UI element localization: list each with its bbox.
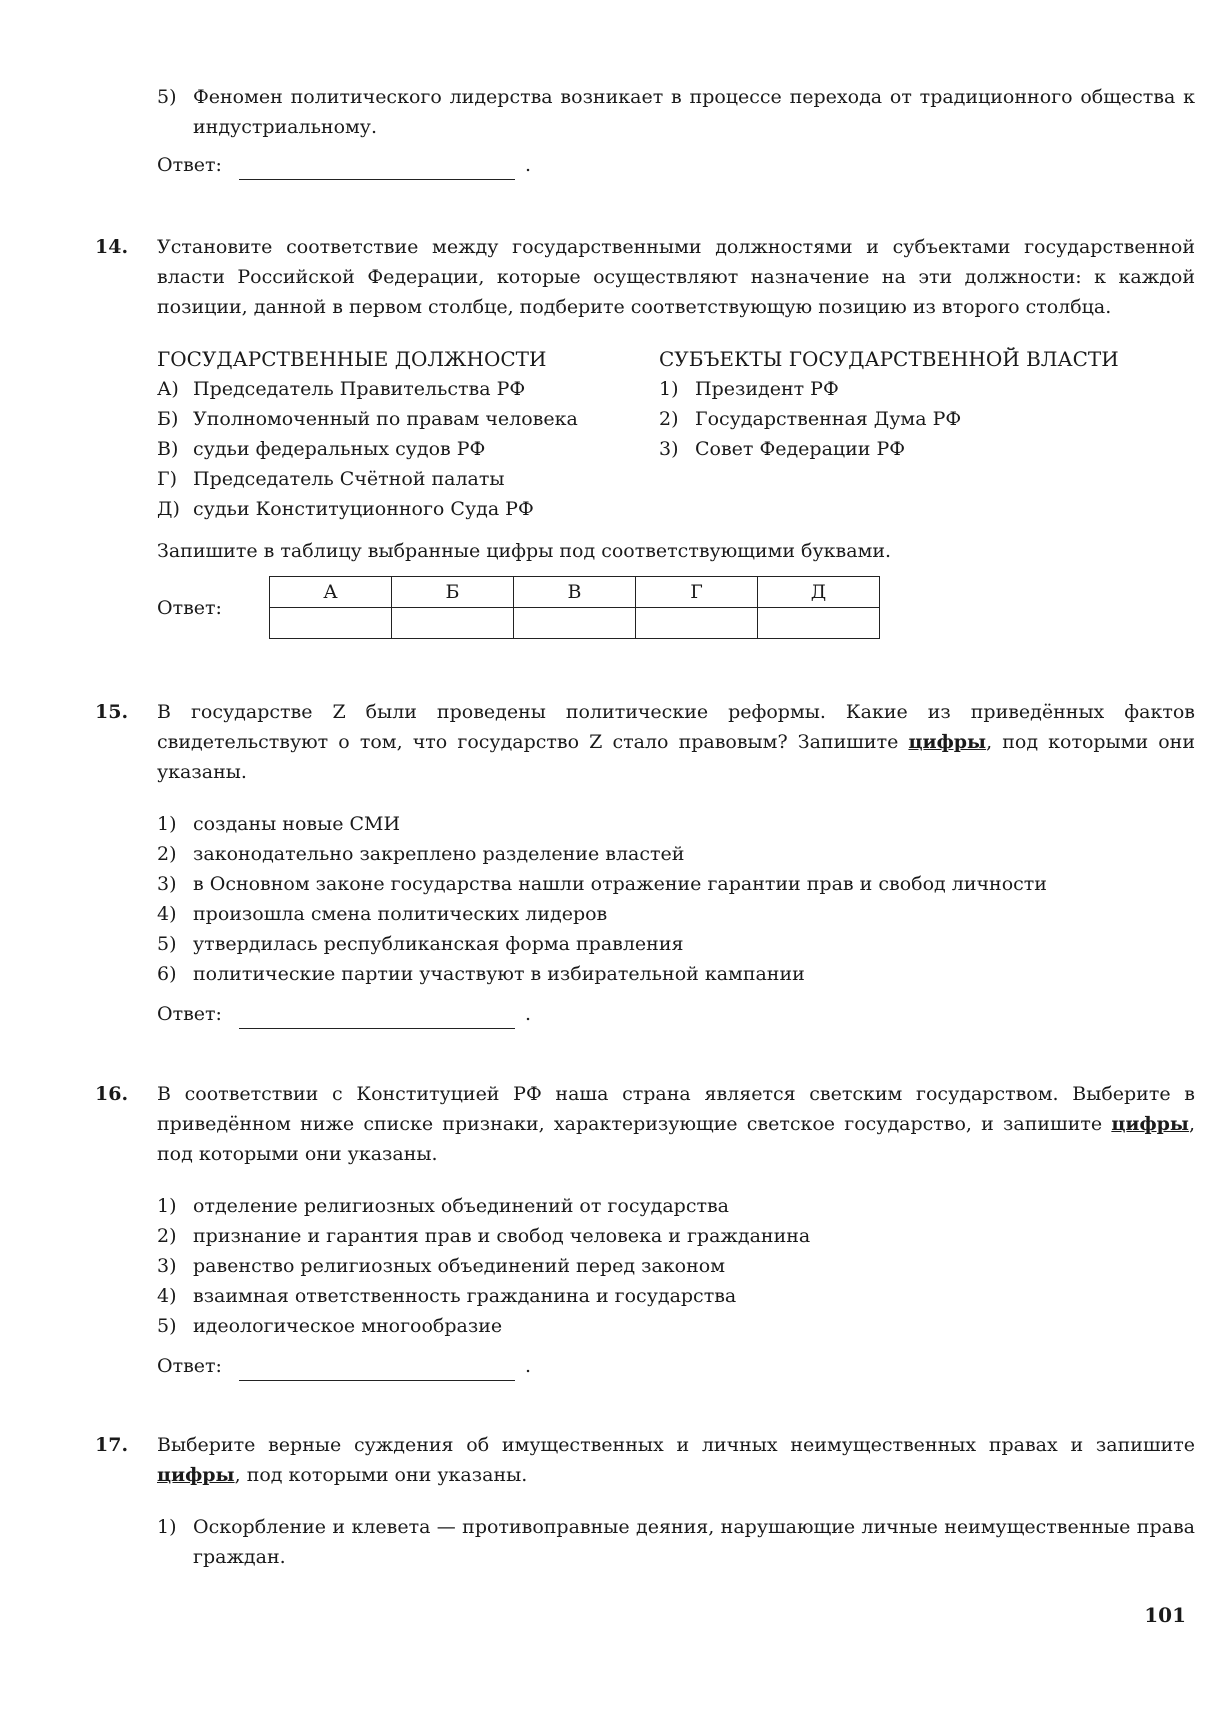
list-item xyxy=(659,434,1195,464)
item-number: 5) xyxy=(157,86,177,108)
question-17 xyxy=(95,1430,1195,1572)
answer-label: Ответ: xyxy=(157,1355,222,1377)
item-text: Уполномоченный по правам человека xyxy=(193,408,578,430)
item-number: 3) xyxy=(157,873,177,895)
list-item xyxy=(157,809,1195,839)
item-text: взаимная ответственность гражданина и государства xyxy=(193,1285,737,1307)
item-text: законодательно закреплено разделение властей xyxy=(193,843,685,865)
list-item xyxy=(157,464,659,494)
list-item xyxy=(157,1311,1195,1341)
item-number: 2) xyxy=(157,843,177,865)
question-14 xyxy=(95,232,1195,639)
list-item xyxy=(157,839,1195,869)
item-text: равенство религиозных объединений перед законом xyxy=(193,1255,725,1277)
item-text: Совет Федерации РФ xyxy=(695,438,906,460)
positions-column xyxy=(157,344,659,524)
question-prompt: Установите соответствие между государственными должностями и субъектами государственной власти Российской Федерации, которые осуществляют назначение на эти должности: к каждой позиции, данной в первом столбце, подберите соответствующую позицию из второго столбца. xyxy=(157,236,1195,318)
answer-label: Ответ: xyxy=(157,596,222,619)
item-number: 4) xyxy=(157,1285,177,1307)
item-text: Председатель Правительства РФ xyxy=(193,378,526,400)
item-text: идеологическое многообразие xyxy=(193,1315,503,1337)
list-item xyxy=(157,374,659,404)
item-number: Г) xyxy=(157,468,177,490)
item-number: Б) xyxy=(157,408,179,430)
item-number: 5) xyxy=(157,933,177,955)
options-list xyxy=(157,1191,1195,1341)
subjects-column xyxy=(659,344,1195,524)
list-item xyxy=(157,404,659,434)
options-list xyxy=(157,809,1195,989)
page-number: 101 xyxy=(1144,1603,1186,1627)
item-number: Д) xyxy=(157,498,180,520)
item-number: 1) xyxy=(157,1195,177,1217)
column-title: СУБЪЕКТЫ ГОСУДАРСТВЕННОЙ ВЛАСТИ xyxy=(659,347,1119,371)
answer-label: Ответ: xyxy=(157,1003,222,1025)
column-title: ГОСУДАРСТВЕННЫЕ ДОЛЖНОСТИ xyxy=(157,347,547,371)
item-number: 1) xyxy=(659,378,679,400)
item-text: Председатель Счётной палаты xyxy=(193,468,505,490)
item-number: 1) xyxy=(157,1516,177,1538)
question-13-tail xyxy=(95,82,1195,180)
item-number: 2) xyxy=(659,408,679,430)
item-number: 3) xyxy=(659,438,679,460)
item-number: А) xyxy=(157,378,179,400)
answer-cell[interactable] xyxy=(758,608,880,639)
item-number: 1) xyxy=(157,813,177,835)
list-item xyxy=(157,1221,1195,1251)
item-text: Оскорбление и клевета — противоправные деяния, нарушающие личные неимущественные права граждан. xyxy=(193,1516,1195,1568)
question-number: 17. xyxy=(95,1434,129,1456)
list-item xyxy=(157,1251,1195,1281)
item-text: признание и гарантия прав и свобод человека и гражданина xyxy=(193,1225,811,1247)
list-item xyxy=(157,869,1195,899)
item-number: 4) xyxy=(157,903,177,925)
question-number: 14. xyxy=(95,236,129,258)
answer-cell[interactable] xyxy=(270,608,392,639)
answer-field: Ответ: . xyxy=(157,1351,1195,1381)
item-number: 2) xyxy=(157,1225,177,1247)
list-item xyxy=(659,404,1195,434)
answer-table-row xyxy=(157,576,1195,639)
question-16 xyxy=(95,1079,1195,1381)
item-text: в Основном законе государства нашли отражение гарантии прав и свобод личности xyxy=(193,873,1047,895)
answer-cell[interactable] xyxy=(514,608,636,639)
list-item xyxy=(157,1512,1195,1572)
answer-table xyxy=(269,576,880,639)
item-text: Президент РФ xyxy=(695,378,839,400)
item-text: Государственная Дума РФ xyxy=(695,408,962,430)
question-15 xyxy=(95,697,1195,1029)
list-item xyxy=(659,374,1195,404)
item-number: В) xyxy=(157,438,179,460)
list-item xyxy=(157,434,659,464)
question-number: 15. xyxy=(95,701,129,723)
list-item xyxy=(157,959,1195,989)
question-prompt: Выберите верные суждения об имущественных и личных неимущественных правах и запишите цифры, под которыми они указаны. xyxy=(157,1434,1195,1486)
table-header-cell: Б xyxy=(392,577,514,608)
table-instruction: Запишите в таблицу выбранные цифры под соответствующими буквами. xyxy=(157,540,892,562)
answer-line[interactable] xyxy=(239,158,515,180)
item-number: 3) xyxy=(157,1255,177,1277)
question-number: 16. xyxy=(95,1083,129,1105)
item-text: отделение религиозных объединений от государства xyxy=(193,1195,729,1217)
table-header-cell: А xyxy=(270,577,392,608)
item-text: созданы новые СМИ xyxy=(193,813,401,835)
answer-cell[interactable] xyxy=(636,608,758,639)
list-item xyxy=(157,494,659,524)
answer-label: Ответ: xyxy=(157,154,222,176)
answer-line[interactable] xyxy=(239,1359,515,1381)
answer-field: Ответ: . xyxy=(157,999,1195,1029)
list-item xyxy=(157,1281,1195,1311)
answer-field: Ответ: . xyxy=(157,150,1195,180)
list-item xyxy=(157,82,1195,142)
table-header-cell: В xyxy=(514,577,636,608)
item-text: произошла смена политических лидеров xyxy=(193,903,608,925)
item-text: утвердилась республиканская форма правления xyxy=(193,933,684,955)
list-item xyxy=(157,1191,1195,1221)
question-prompt: В государстве Z были проведены политические реформы. Какие из приведённых фактов свидетельствуют о том, что государство Z стало правовым? Запишите цифры, под которыми они указаны. xyxy=(157,701,1195,783)
table-header-cell: Г xyxy=(636,577,758,608)
item-number: 6) xyxy=(157,963,177,985)
options-list xyxy=(157,1512,1195,1572)
item-text: судьи Конституционного Суда РФ xyxy=(193,498,534,520)
table-header-cell: Д xyxy=(758,577,880,608)
item-text: политические партии участвуют в избирательной кампании xyxy=(193,963,805,985)
matching-columns xyxy=(157,344,1195,524)
answer-line[interactable] xyxy=(239,1007,515,1029)
answer-cell[interactable] xyxy=(392,608,514,639)
item-text: судьи федеральных судов РФ xyxy=(193,438,486,460)
list-item xyxy=(157,899,1195,929)
item-text: Феномен политического лидерства возникает в процессе перехода от традиционного общества к индустриальному. xyxy=(193,86,1195,138)
item-number: 5) xyxy=(157,1315,177,1337)
question-prompt: В соответствии с Конституцией РФ наша страна является светским государством. Выберите в приведённом ниже списке признаки, характеризующие светское государство, и запишите цифры, под которыми они указаны. xyxy=(157,1083,1195,1165)
list-item xyxy=(157,929,1195,959)
